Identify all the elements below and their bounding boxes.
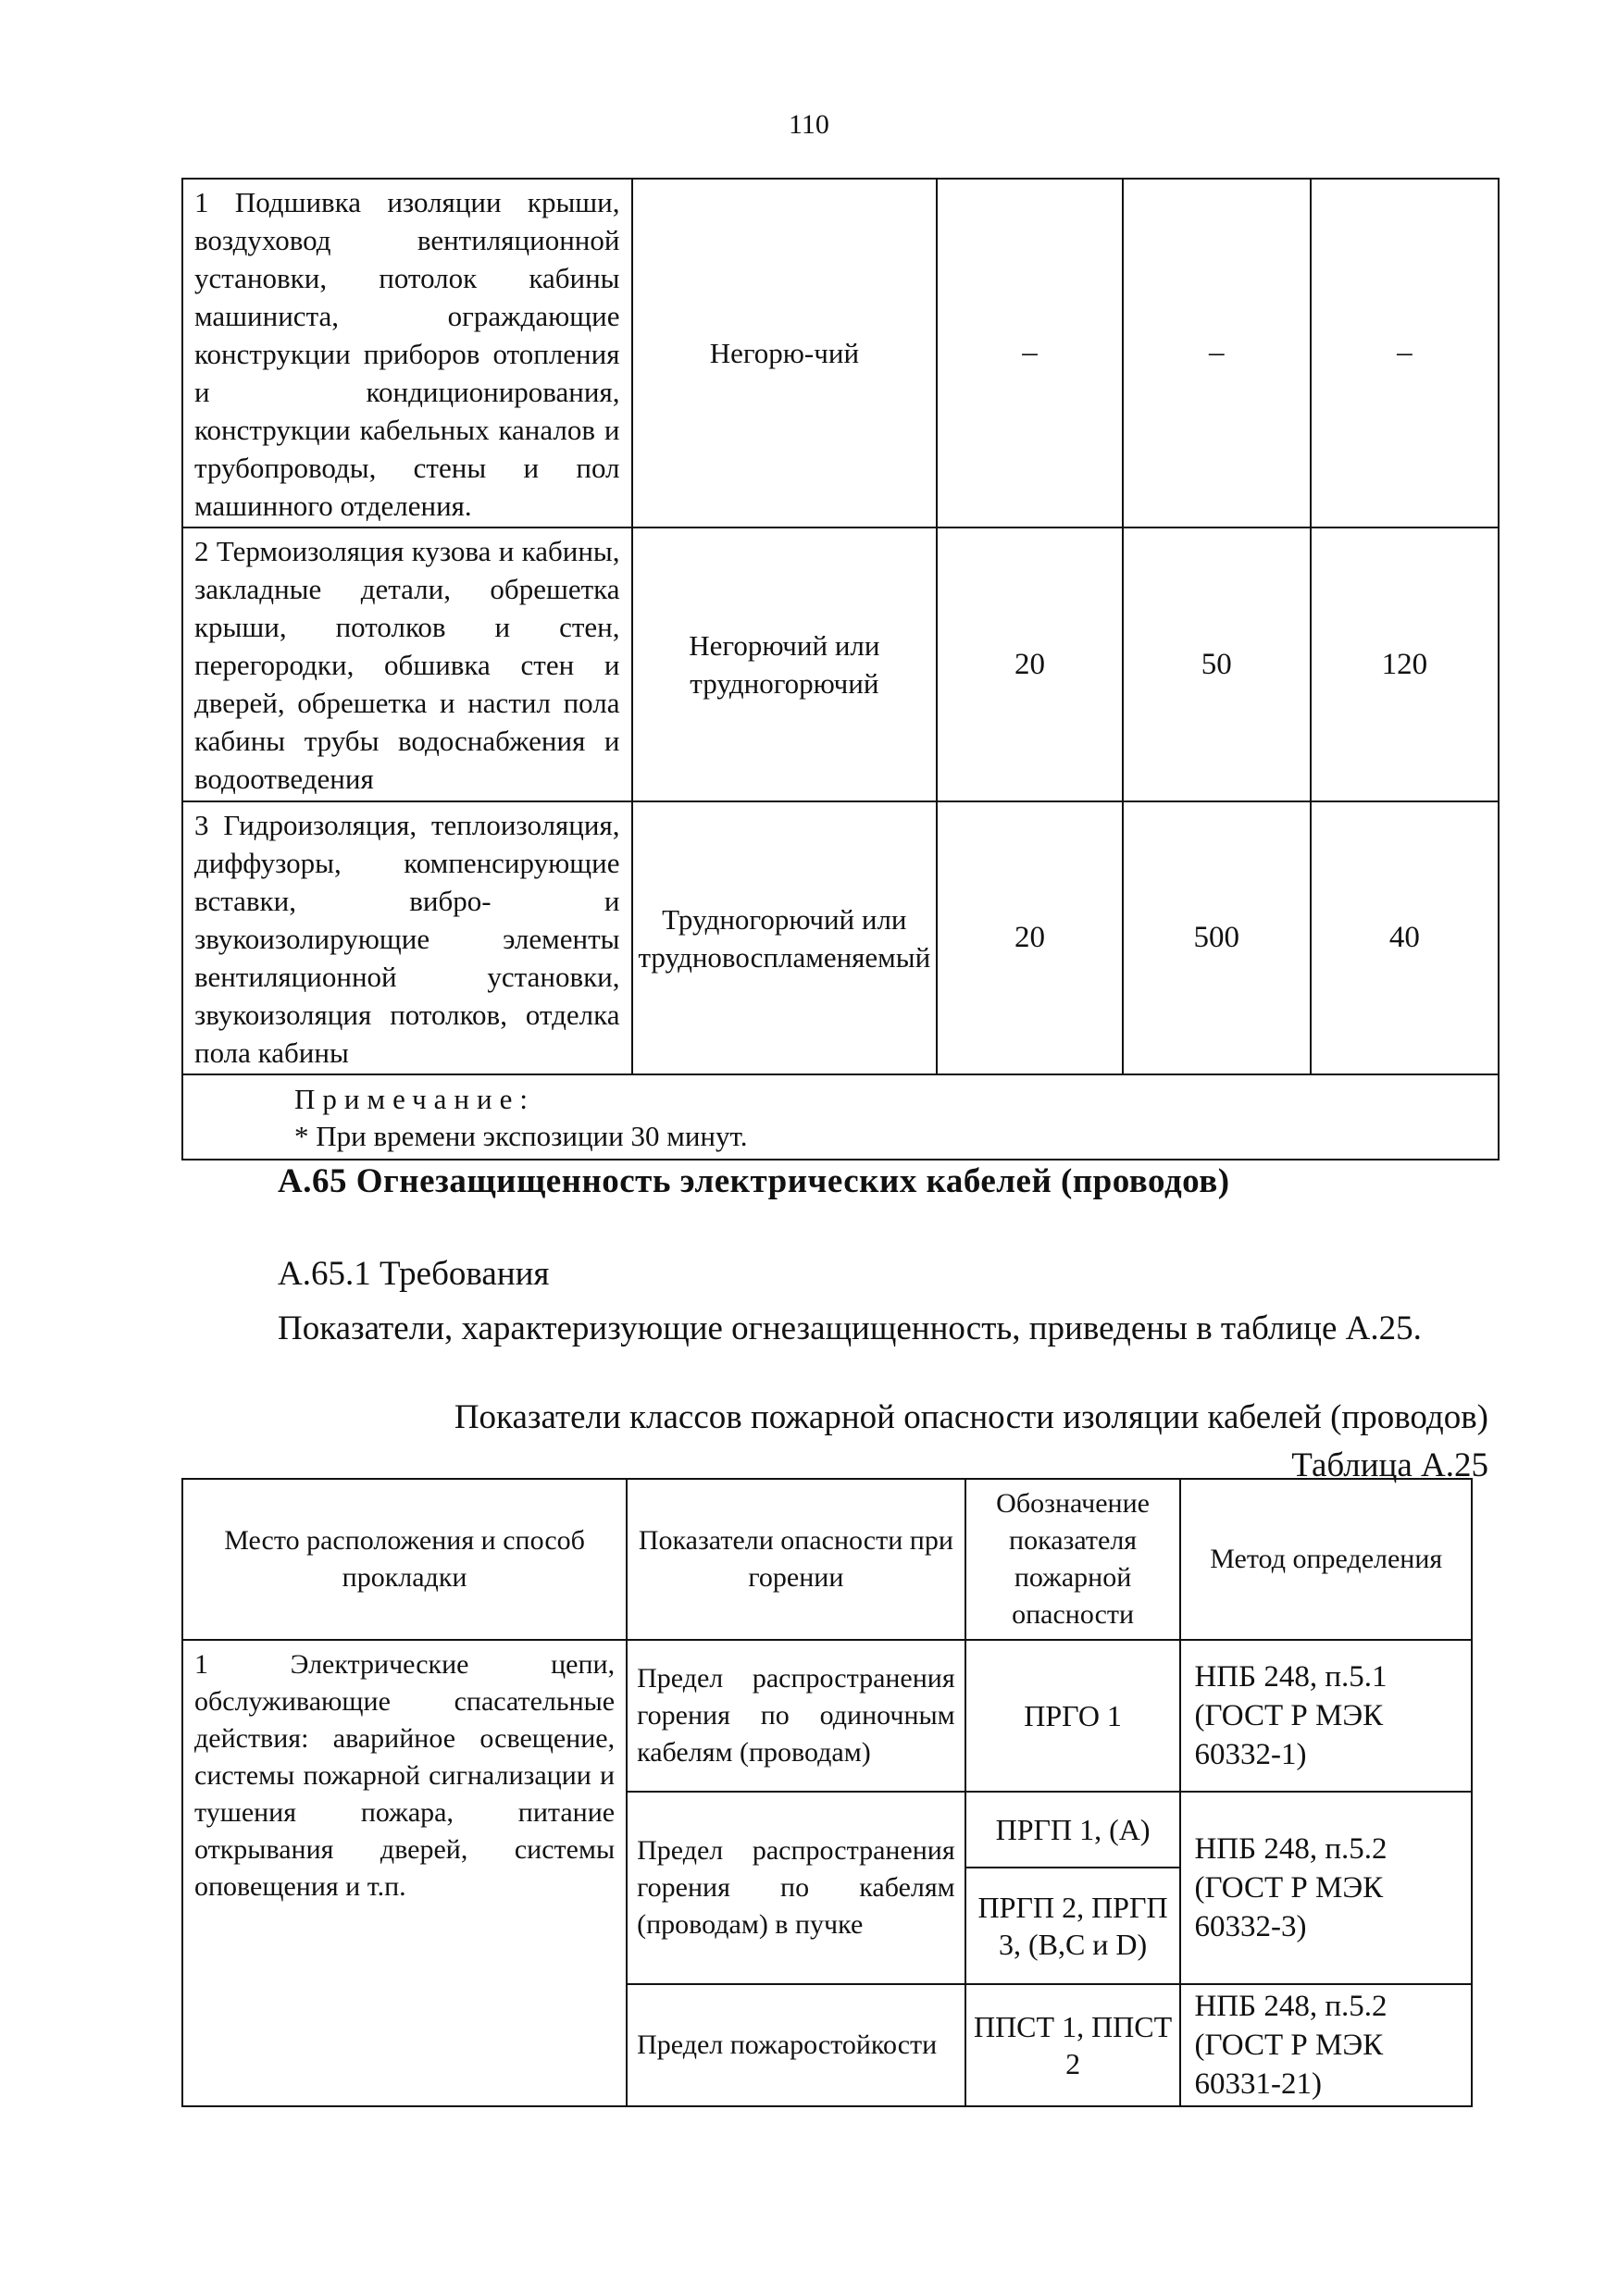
body-paragraph: Показатели, характеризующие огнезащищенность, приведены в таблице А.25. (278, 1309, 1422, 1347)
flammability-class: Негорючий или трудногорючий (632, 527, 938, 801)
table-cable-fire-hazard (181, 1478, 1473, 2107)
value-cell: 50 (1123, 527, 1311, 801)
class-cell: ПРГП 2, ПРГП 3, (B,C и D) (965, 1868, 1181, 1984)
value-cell: 120 (1311, 527, 1499, 801)
column-header: Обозначение показателя пожарной опасности (965, 1479, 1181, 1640)
row-description: 1 Подшивка изоляции крыши, воздуховод вентиляционной установки, потолок кабины машиниста, ограждающие конструкции приборов отопления и кондиционирования, конструкции кабельных каналов и трубопроводы, стены и пол машинного отделения. (182, 179, 632, 527)
subsection-heading: А.65.1 Требования (278, 1255, 550, 1293)
value-cell: – (937, 179, 1122, 527)
column-header: Показатели опасности при горении (627, 1479, 965, 1640)
table-row (182, 801, 1499, 1074)
table-row (182, 527, 1499, 801)
row-description: 2 Термоизоляция кузова и кабины, закладные детали, обрешетка крыши, потолков и стен, перегородки, обшивка стен и дверей, обрешетка и настил пола кабины трубы водоснабжения и водоотведения (182, 527, 632, 801)
flammability-class: Трудногорючий или трудновоспламеняемый (632, 801, 938, 1074)
table-caption: Показатели классов пожарной опасности изоляции кабелей (проводов) (454, 1398, 1488, 1436)
value-cell: 500 (1123, 801, 1311, 1074)
table-note (182, 1074, 1499, 1160)
value-cell: – (1311, 179, 1499, 527)
table-label: Таблица А.25 (1291, 1446, 1488, 1484)
class-cell: ПРГП 1, (А) (965, 1792, 1181, 1868)
indicator-cell: Предел распространения горения по кабелям (проводам) в пучке (627, 1792, 965, 1984)
section-heading: А.65 Огнезащищенность электрических кабелей (проводов) (278, 1162, 1230, 1200)
class-cell: ППСТ 1, ППСТ 2 (965, 1984, 1181, 2106)
indicator-cell: Предел пожаростойкости (627, 1984, 965, 2106)
column-header: Метод определения (1180, 1479, 1472, 1640)
method-cell: НПБ 248, п.5.1 (ГОСТ Р МЭК 60332-1) (1180, 1640, 1472, 1792)
flammability-class: Негорю-чий (632, 179, 938, 527)
table-flammability-requirements (181, 178, 1500, 1160)
table-row (182, 179, 1499, 527)
row-description: 3 Гидроизоляция, теплоизоляция, диффузоры, компенсирующие вставки, вибро- и звукоизолирующие элементы вентиляционной установки, звукоизоляция потолков, отделка пола кабины (182, 801, 632, 1074)
value-cell: 20 (937, 801, 1122, 1074)
column-header: Место расположения и способ прокладки (182, 1479, 627, 1640)
page-number: 110 (789, 109, 829, 140)
note-text: * При времени экспозиции 30 минут. (294, 1120, 748, 1152)
location-cell: 1 Электрические цепи, обслуживающие спасательные действия: аварийное освещение, системы пожарной сигнализации и тушения пожара, питание открывания дверей, системы оповещения и т.п. (182, 1640, 627, 2106)
value-cell: – (1123, 179, 1311, 527)
value-cell: 40 (1311, 801, 1499, 1074)
value-cell: 20 (937, 527, 1122, 801)
indicator-cell: Предел распространения горения по одиночным кабелям (проводам) (627, 1640, 965, 1792)
table-row (182, 1640, 1472, 1792)
class-cell: ПРГО 1 (965, 1640, 1181, 1792)
method-cell: НПБ 248, п.5.2 (ГОСТ Р МЭК 60331-21) (1180, 1984, 1472, 2106)
table-header-row (182, 1479, 1472, 1640)
note-label: Примечание: (294, 1083, 535, 1115)
table-note-row (182, 1074, 1499, 1160)
method-cell: НПБ 248, п.5.2 (ГОСТ Р МЭК 60332-3) (1180, 1792, 1472, 1984)
